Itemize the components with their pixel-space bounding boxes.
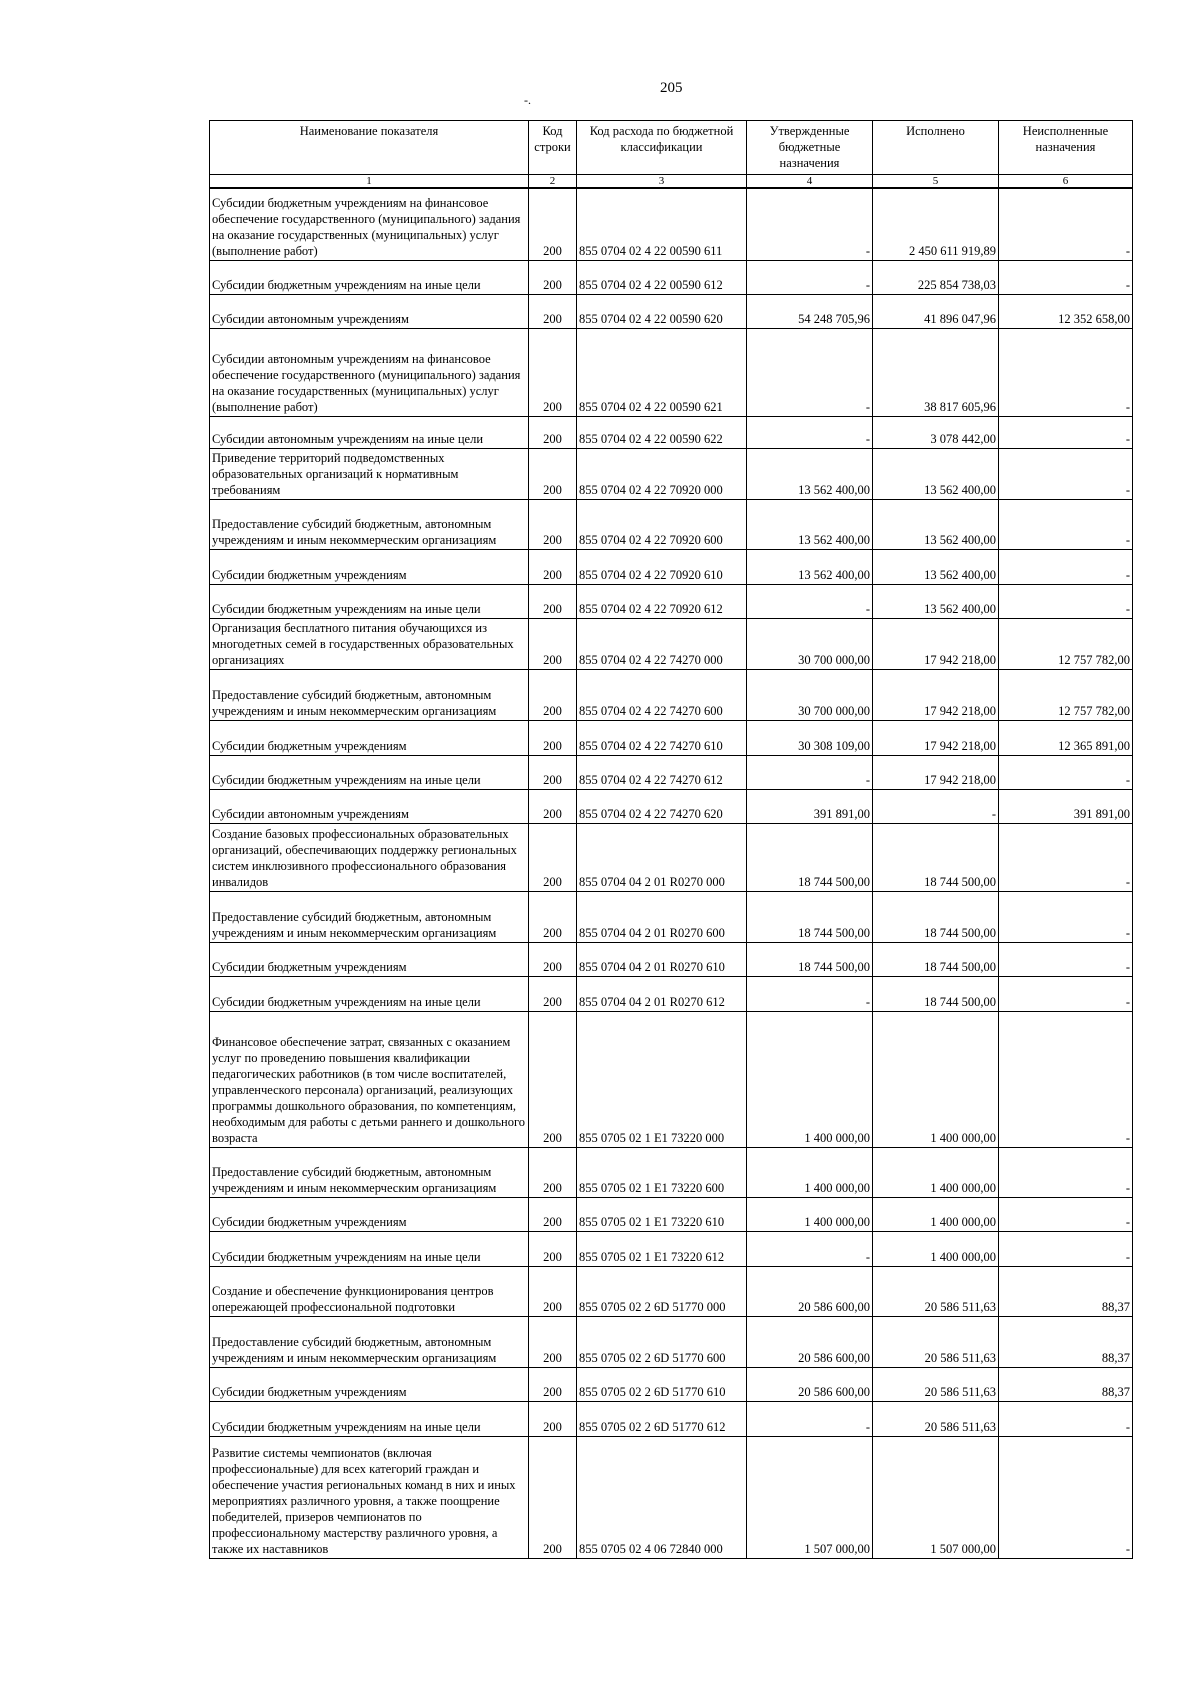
row-line-code-cell: 200 [529,188,577,260]
row-name-cell: Предоставление субсидий бюджетным, автономным учреждениям и иным некоммерческим организациям [210,669,529,720]
row-executed-cell: 1 507 000,00 [873,1436,999,1558]
table-row [210,1316,1133,1367]
column-number: 4 [747,175,873,189]
row-approved-cell: 1 507 000,00 [747,1436,873,1558]
row-name-cell: Субсидии автономным учреждениям на иные цели [210,416,529,448]
table-row [210,976,1133,1011]
row-name-cell: Развитие системы чемпионатов (включая профессиональные) для всех категорий граждан и обеспечение участия региональных команд в них и иных мероприятиях различного уровня, а также поощрение победителей, призеров чемпионатов по профессиональному мастерству различного уровня, а также их наставников [210,1436,529,1558]
row-name-cell: Субсидии бюджетным учреждениям на финансовое обеспечение государственного (муниципального) задания на оказание государственных (муниципальных) услуг (выполнение работ) [210,188,529,260]
row-line-code-cell: 200 [529,823,577,891]
header-line-code: Код строки [529,121,577,175]
table-row [210,1147,1133,1197]
row-approved-cell: 1 400 000,00 [747,1197,873,1231]
table-row [210,823,1133,891]
row-approved-cell: 1 400 000,00 [747,1011,873,1147]
row-name-cell: Финансовое обеспечение затрат, связанных с оказанием услуг по проведению повышения квалификации педагогических работников (в том числе воспитателей, управленческого персонала) организаций, реализующих программы дошкольного образования, по компетенциям, необходимым для работы с детьми раннего и дошкольного возраста [210,1011,529,1147]
row-budget-code-cell: 855 0704 02 4 22 00590 620 [577,294,747,328]
row-line-code-cell: 200 [529,1401,577,1436]
row-name-cell: Приведение территорий подведомственных образовательных организаций к нормативным требованиям [210,448,529,499]
row-approved-cell: 20 586 600,00 [747,1266,873,1316]
row-line-code-cell: 200 [529,618,577,669]
row-name-cell: Организация бесплатного питания обучающихся из многодетных семей в государственных образовательных организациях [210,618,529,669]
table-row [210,1011,1133,1147]
row-executed-cell: 1 400 000,00 [873,1197,999,1231]
header-approved: Утвержденные бюджетные назначения [747,121,873,175]
table-row [210,618,1133,669]
row-budget-code-cell: 855 0705 02 2 6D 51770 610 [577,1367,747,1401]
column-number-row [210,175,1133,189]
row-unexecuted-cell: - [999,188,1133,260]
row-executed-cell: 17 942 218,00 [873,669,999,720]
row-executed-cell: 18 744 500,00 [873,891,999,942]
row-budget-code-cell: 855 0704 02 4 22 70920 600 [577,499,747,549]
table-row [210,416,1133,448]
row-executed-cell: 20 586 511,63 [873,1401,999,1436]
row-executed-cell: 20 586 511,63 [873,1266,999,1316]
row-approved-cell: - [747,328,873,416]
row-budget-code-cell: 855 0705 02 2 6D 51770 000 [577,1266,747,1316]
row-budget-code-cell: 855 0704 04 2 01 R0270 610 [577,942,747,976]
table-row [210,188,1133,260]
row-unexecuted-cell: - [999,448,1133,499]
table-row [210,669,1133,720]
column-number: 1 [210,175,529,189]
row-line-code-cell: 200 [529,1436,577,1558]
row-budget-code-cell: 855 0704 02 4 22 74270 620 [577,789,747,823]
row-approved-cell: - [747,416,873,448]
row-unexecuted-cell: 88,37 [999,1367,1133,1401]
row-approved-cell: 13 562 400,00 [747,549,873,584]
row-line-code-cell: 200 [529,891,577,942]
row-unexecuted-cell: 12 352 658,00 [999,294,1133,328]
row-unexecuted-cell: - [999,1436,1133,1558]
row-name-cell: Предоставление субсидий бюджетным, автономным учреждениям и иным некоммерческим организациям [210,891,529,942]
row-unexecuted-cell: 12 365 891,00 [999,720,1133,755]
row-executed-cell: - [873,789,999,823]
row-unexecuted-cell: - [999,328,1133,416]
row-line-code-cell: 200 [529,549,577,584]
row-unexecuted-cell: - [999,260,1133,294]
row-unexecuted-cell: - [999,942,1133,976]
row-approved-cell: 18 744 500,00 [747,823,873,891]
table-row [210,584,1133,618]
row-unexecuted-cell: - [999,1231,1133,1266]
row-line-code-cell: 200 [529,499,577,549]
row-line-code-cell: 200 [529,260,577,294]
row-budget-code-cell: 855 0704 02 4 22 70920 612 [577,584,747,618]
column-number: 5 [873,175,999,189]
row-approved-cell: 18 744 500,00 [747,891,873,942]
table-row [210,1401,1133,1436]
row-line-code-cell: 200 [529,328,577,416]
row-approved-cell: 30 308 109,00 [747,720,873,755]
row-name-cell: Субсидии бюджетным учреждениям [210,942,529,976]
table-row [210,549,1133,584]
row-name-cell: Субсидии бюджетным учреждениям [210,1197,529,1231]
row-name-cell: Субсидии бюджетным учреждениям [210,720,529,755]
row-budget-code-cell: 855 0704 04 2 01 R0270 000 [577,823,747,891]
row-executed-cell: 2 450 611 919,89 [873,188,999,260]
row-unexecuted-cell: - [999,976,1133,1011]
row-name-cell: Субсидии бюджетным учреждениям на иные цели [210,976,529,1011]
row-approved-cell: 20 586 600,00 [747,1367,873,1401]
table-row [210,720,1133,755]
row-budget-code-cell: 855 0704 02 4 22 00590 621 [577,328,747,416]
row-name-cell: Субсидии бюджетным учреждениям [210,549,529,584]
row-name-cell: Субсидии автономным учреждениям на финансовое обеспечение государственного (муниципального) задания на оказание государственных (муниципальных) услуг (выполнение работ) [210,328,529,416]
row-executed-cell: 13 562 400,00 [873,499,999,549]
row-executed-cell: 41 896 047,96 [873,294,999,328]
row-name-cell: Субсидии бюджетным учреждениям на иные цели [210,1231,529,1266]
table-row [210,1436,1133,1558]
table-body [210,188,1133,1558]
row-name-cell: Предоставление субсидий бюджетным, автономным учреждениям и иным некоммерческим организациям [210,1316,529,1367]
row-unexecuted-cell: 88,37 [999,1316,1133,1367]
header-row [210,121,1133,175]
row-budget-code-cell: 855 0704 02 4 22 74270 612 [577,755,747,789]
row-line-code-cell: 200 [529,789,577,823]
row-budget-code-cell: 855 0704 02 4 22 00590 612 [577,260,747,294]
row-executed-cell: 20 586 511,63 [873,1316,999,1367]
row-executed-cell: 17 942 218,00 [873,755,999,789]
row-unexecuted-cell: - [999,891,1133,942]
row-line-code-cell: 200 [529,1231,577,1266]
row-line-code-cell: 200 [529,976,577,1011]
row-unexecuted-cell: 12 757 782,00 [999,669,1133,720]
row-executed-cell: 13 562 400,00 [873,584,999,618]
row-executed-cell: 3 078 442,00 [873,416,999,448]
row-line-code-cell: 200 [529,720,577,755]
column-number: 3 [577,175,747,189]
row-budget-code-cell: 855 0705 02 1 E1 73220 610 [577,1197,747,1231]
row-line-code-cell: 200 [529,584,577,618]
row-approved-cell: - [747,1401,873,1436]
row-unexecuted-cell: - [999,823,1133,891]
row-executed-cell: 225 854 738,03 [873,260,999,294]
header-executed: Исполнено [873,121,999,175]
row-unexecuted-cell: 88,37 [999,1266,1133,1316]
row-name-cell: Создание базовых профессиональных образовательных организаций, обеспечивающих поддержку региональных систем инклюзивного профессионального образования инвалидов [210,823,529,891]
table-row [210,755,1133,789]
row-budget-code-cell: 855 0705 02 1 E1 73220 612 [577,1231,747,1266]
row-budget-code-cell: 855 0704 02 4 22 74270 000 [577,618,747,669]
row-approved-cell: - [747,584,873,618]
row-executed-cell: 18 744 500,00 [873,976,999,1011]
row-name-cell: Субсидии бюджетным учреждениям на иные цели [210,1401,529,1436]
header-name: Наименование показателя [210,121,529,175]
row-name-cell: Предоставление субсидий бюджетным, автономным учреждениям и иным некоммерческим организациям [210,499,529,549]
table-row [210,328,1133,416]
row-approved-cell: 54 248 705,96 [747,294,873,328]
row-line-code-cell: 200 [529,1266,577,1316]
row-executed-cell: 1 400 000,00 [873,1147,999,1197]
row-line-code-cell: 200 [529,1367,577,1401]
table-row [210,1197,1133,1231]
row-budget-code-cell: 855 0705 02 1 E1 73220 000 [577,1011,747,1147]
row-unexecuted-cell: - [999,584,1133,618]
row-line-code-cell: 200 [529,294,577,328]
row-approved-cell: - [747,188,873,260]
row-budget-code-cell: 855 0704 02 4 22 70920 000 [577,448,747,499]
budget-execution-table [209,120,1133,1559]
row-approved-cell: - [747,260,873,294]
row-approved-cell: 13 562 400,00 [747,499,873,549]
table-row [210,260,1133,294]
row-budget-code-cell: 855 0705 02 2 6D 51770 600 [577,1316,747,1367]
table-row [210,294,1133,328]
row-unexecuted-cell: - [999,1011,1133,1147]
row-name-cell: Создание и обеспечение функционирования центров опережающей профессиональной подготовки [210,1266,529,1316]
row-budget-code-cell: 855 0704 02 4 22 00590 611 [577,188,747,260]
row-approved-cell: 1 400 000,00 [747,1147,873,1197]
row-line-code-cell: 200 [529,1197,577,1231]
row-unexecuted-cell: - [999,499,1133,549]
row-approved-cell: 18 744 500,00 [747,942,873,976]
row-name-cell: Субсидии бюджетным учреждениям на иные цели [210,260,529,294]
row-name-cell: Предоставление субсидий бюджетным, автономным учреждениям и иным некоммерческим организациям [210,1147,529,1197]
row-unexecuted-cell: - [999,1147,1133,1197]
row-budget-code-cell: 855 0704 02 4 22 70920 610 [577,549,747,584]
row-line-code-cell: 200 [529,669,577,720]
row-unexecuted-cell: 391 891,00 [999,789,1133,823]
row-executed-cell: 38 817 605,96 [873,328,999,416]
row-line-code-cell: 200 [529,448,577,499]
row-approved-cell: 20 586 600,00 [747,1316,873,1367]
row-approved-cell: - [747,755,873,789]
row-budget-code-cell: 855 0704 04 2 01 R0270 600 [577,891,747,942]
table-row [210,789,1133,823]
row-name-cell: Субсидии автономным учреждениям [210,789,529,823]
row-unexecuted-cell: - [999,755,1133,789]
row-name-cell: Субсидии бюджетным учреждениям [210,1367,529,1401]
row-name-cell: Субсидии бюджетным учреждениям на иные цели [210,584,529,618]
row-approved-cell: - [747,1231,873,1266]
row-unexecuted-cell: - [999,416,1133,448]
stray-mark: -. [524,93,531,107]
table-row [210,1231,1133,1266]
row-executed-cell: 1 400 000,00 [873,1231,999,1266]
row-unexecuted-cell: - [999,1401,1133,1436]
row-line-code-cell: 200 [529,755,577,789]
row-executed-cell: 18 744 500,00 [873,823,999,891]
table-row [210,1266,1133,1316]
table-row [210,942,1133,976]
table-row [210,448,1133,499]
row-budget-code-cell: 855 0705 02 1 E1 73220 600 [577,1147,747,1197]
row-budget-code-cell: 855 0705 02 2 6D 51770 612 [577,1401,747,1436]
row-executed-cell: 18 744 500,00 [873,942,999,976]
row-line-code-cell: 200 [529,416,577,448]
row-budget-code-cell: 855 0704 04 2 01 R0270 612 [577,976,747,1011]
row-budget-code-cell: 855 0704 02 4 22 00590 622 [577,416,747,448]
row-executed-cell: 1 400 000,00 [873,1011,999,1147]
row-name-cell: Субсидии бюджетным учреждениям на иные цели [210,755,529,789]
column-number: 2 [529,175,577,189]
header-unexecuted: Неисполненные назначения [999,121,1133,175]
row-approved-cell: - [747,976,873,1011]
row-line-code-cell: 200 [529,1316,577,1367]
row-name-cell: Субсидии автономным учреждениям [210,294,529,328]
table-row [210,1367,1133,1401]
column-number: 6 [999,175,1133,189]
page-number: 205 [660,80,683,96]
row-approved-cell: 391 891,00 [747,789,873,823]
row-approved-cell: 30 700 000,00 [747,669,873,720]
row-budget-code-cell: 855 0704 02 4 22 74270 600 [577,669,747,720]
row-unexecuted-cell: - [999,549,1133,584]
row-budget-code-cell: 855 0704 02 4 22 74270 610 [577,720,747,755]
row-executed-cell: 13 562 400,00 [873,448,999,499]
row-executed-cell: 13 562 400,00 [873,549,999,584]
table-row [210,499,1133,549]
row-budget-code-cell: 855 0705 02 4 06 72840 000 [577,1436,747,1558]
row-line-code-cell: 200 [529,1147,577,1197]
row-approved-cell: 13 562 400,00 [747,448,873,499]
row-line-code-cell: 200 [529,1011,577,1147]
row-line-code-cell: 200 [529,942,577,976]
row-unexecuted-cell: - [999,1197,1133,1231]
row-executed-cell: 20 586 511,63 [873,1367,999,1401]
table-row [210,891,1133,942]
row-approved-cell: 30 700 000,00 [747,618,873,669]
header-budget-code: Код расхода по бюджетной классификации [577,121,747,175]
row-executed-cell: 17 942 218,00 [873,720,999,755]
row-unexecuted-cell: 12 757 782,00 [999,618,1133,669]
row-executed-cell: 17 942 218,00 [873,618,999,669]
